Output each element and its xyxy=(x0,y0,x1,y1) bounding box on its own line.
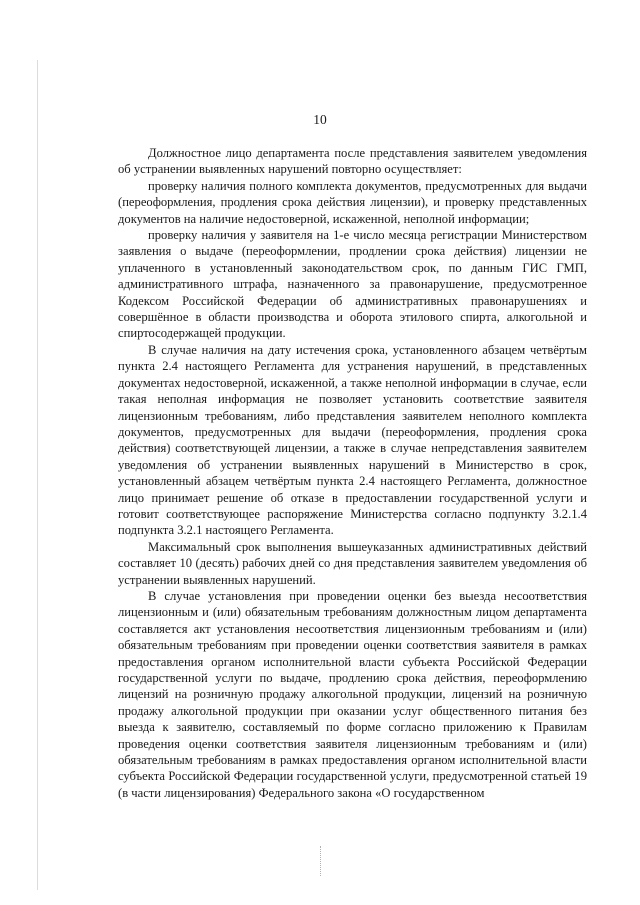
paragraph: В случае наличия на дату истечения срока, установленного абзацем четвёртым пункта 2.4 настоящего Регламента для устранения нарушений, в представленных документах недостоверной, искаженной, а также неполной информации в случае, если такая неполная информация не позволяет установить соответствие заявителя лицензионным требованиям, либо представления заявителем неполного комплекта документов, предусмотренных для выдачи (переоформления, продления срока действия) соответствующей лицензии, а также в случае непредставления заявителем уведомления об устранении выявленных нарушений в Министерство в срок, установленный абзацем четвёртым пункта 2.4 настоящего Регламента, должностное лицо принимает решение об отказе в предоставлении государственной услуги и готовит соответствующее распоряжение Министерства согласно подпункту 3.2.1.4 подпункта 3.2.1 настоящего Регламента. xyxy=(118,342,587,538)
paragraph: Максимальный срок выполнения вышеуказанных административных действий составляет 10 (десять) рабочих дней со дня представления заявителем уведомления об устранении выявленных нарушений. xyxy=(118,539,587,587)
paragraph: проверку наличия полного комплекта документов, предусмотренных для выдачи (переоформления, продления срока действия лицензии), и проверку представленных документов на наличие недостоверной, искаженной, неполной информации; xyxy=(118,178,587,226)
margin-line xyxy=(37,60,38,890)
body-text xyxy=(118,145,587,801)
page-number: 10 xyxy=(313,112,327,127)
paragraph: Должностное лицо департамента после представления заявителем уведомления об устранении выявленных нарушений повторно осуществляет: xyxy=(118,146,587,177)
paragraph: проверку наличия у заявителя на 1-е число месяца регистрации Министерством заявления о выдаче (переоформлении, продлении срока действия) лицензии не уплаченного в установленный законодательством срок, по данным ГИС ГМП, административного штрафа, назначенного за правонарушение, предусмотренное Кодексом Российской Федерации об административных правонарушениях и совершённое в области производства и оборота этилового спирта, алкогольной и спиртосодержащей продукции. xyxy=(118,228,587,341)
scan-artifact-mark xyxy=(320,846,322,876)
paragraph: В случае установления при проведении оценки без выезда несоответствия лицензионным и (или) обязательным требованиям должностным лицом департамента составляется акт установления несоответствия лицензионным требованиям и (или) обязательным требованиям при проведении оценки соответствия заявителя в рамках предоставления органом исполнительной власти субъекта Российской Федерации государственной услуги по выдаче, продлению срока действия, переоформлению лицензий на розничную продажу алкогольной продукции, лицензий на розничную продажу алкогольной продукции при оказании услуг общественного питания без выезда к заявителю, составляемый по форме согласно приложению к Правилам проведения оценки соответствия заявителя лицензионным требованиям и (или) обязательным требованиям в рамках предоставления органом исполнительной власти субъекта Российской Федерации государственной услуги, предусмотренной статьей 19 (в части лицензирования) Федерального закона «О государственном xyxy=(118,588,587,800)
